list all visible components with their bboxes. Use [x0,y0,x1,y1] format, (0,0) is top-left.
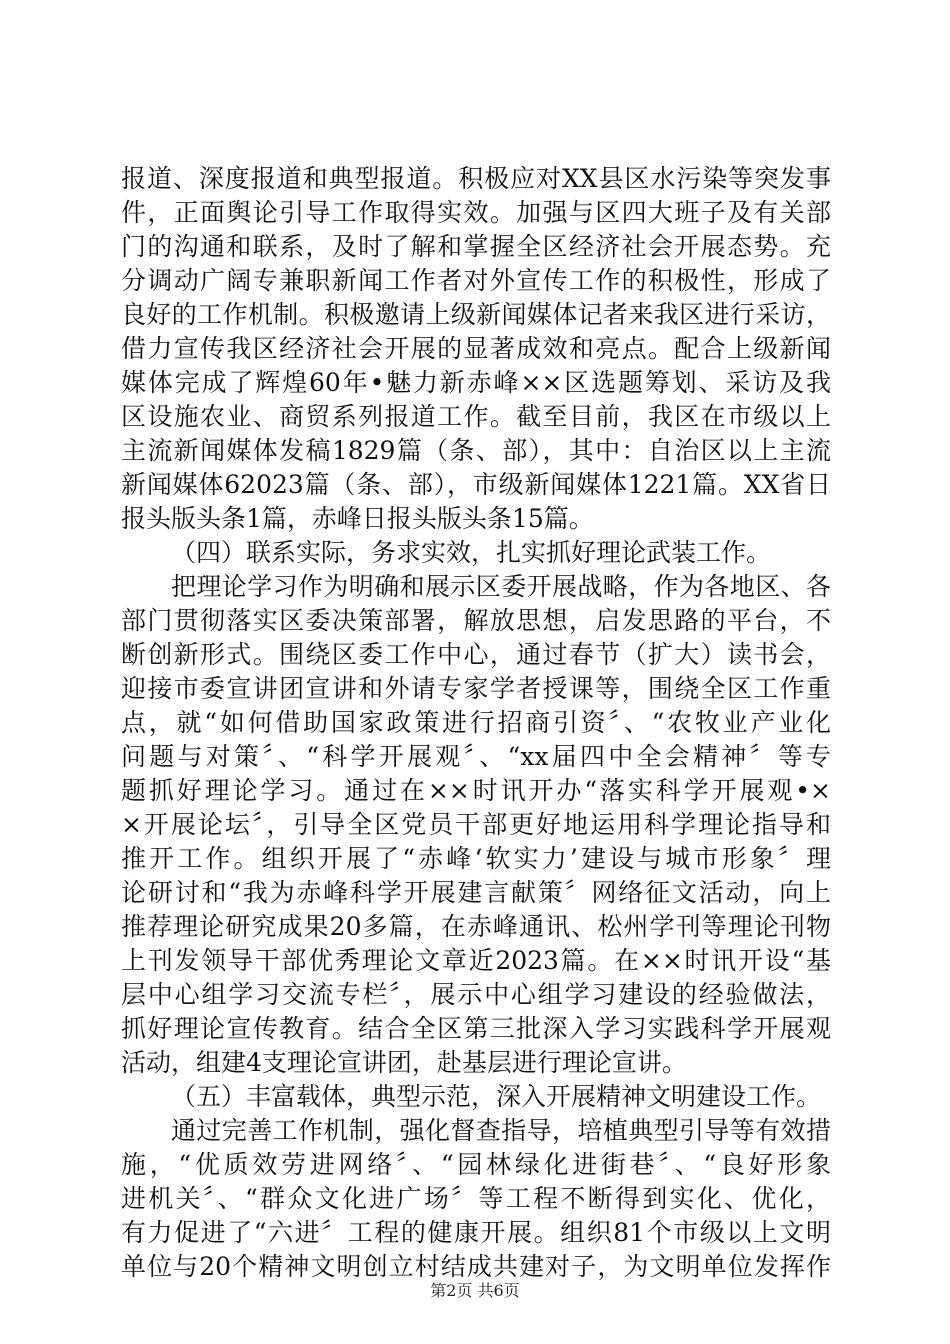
text-line: 抓好理论宣传教育。结合全区第三批深入学习实践科学开展观 [121,1014,831,1043]
text-line: 借力宣传我区经济社会开展的显著成效和亮点。配合上级新闻 [121,334,831,363]
text-line: 分调动广阔专兼职新闻工作者对外宣传工作的积极性，形成了 [121,266,831,295]
text-line: 层中心组学习交流专栏〞，展示中心组学习建设的经验做法， [121,980,831,1009]
text-line: 区设施农业、商贸系列报道工作。截至目前，我区在市级以上 [121,402,831,431]
text-line: 进机关〞、“群众文化进广场〞等工程不断得到实化、优化， [121,1184,831,1213]
text-line: 主流新闻媒体发稿1829篇（条、部），其中：自治区以上主流 [121,436,831,465]
text-line: 施，“优质效劳进网络〞、“园林绿化进街巷〞、“良好形象 [121,1150,831,1179]
text-line: 推开工作。组织开展了“赤峰‘软实力’建设与城市形象〞理 [121,844,831,873]
text-line: 活动，组建4支理论宣讲团，赴基层进行理论宣讲。 [121,1048,687,1077]
text-line: 推荐理论研究成果20多篇，在赤峰通讯、松州学刊等理论刊物 [121,912,831,941]
text-line: 单位与20个精神文明创立村结成共建对子，为文明单位发挥作 [121,1252,831,1281]
text-line: （五）丰富载体，典型示范，深入开展精神文明建设工作。 [171,1082,822,1111]
text-line: 新闻媒体62023篇（条、部），市级新闻媒体1221篇。XX省日 [121,470,831,499]
text-line: 迎接市委宣讲团宣讲和外请专家学者授课等，围绕全区工作重 [121,674,831,703]
text-line: 媒体完成了辉煌60年•魅力新赤峰××区选题筹划、采访及我 [121,368,831,397]
text-line: 把理论学习作为明确和展示区委开展战略，作为各地区、各 [171,572,831,601]
text-line: 件，正面舆论引导工作取得实效。加强与区四大班子及有关部 [121,198,831,227]
text-line: 部门贯彻落实区委决策部署，解放思想，启发思路的平台，不 [121,606,831,635]
text-line: 断创新形式。围绕区委工作中心，通过春节（扩大）读书会， [121,640,831,669]
document-body [121,162,831,1284]
text-line: 点，就“如何借助国家政策进行招商引资〞、“农牧业产业化 [121,708,831,737]
text-line: 通过完善工作机制，强化督查指导，培植典型引导等有效措 [171,1116,831,1145]
text-line: （四）联系实际，务求实效，扎实抓好理论武装工作。 [171,538,772,567]
text-line: 门的沟通和联系，及时了解和掌握全区经济社会开展态势。充 [121,232,831,261]
text-line: 论研讨和“我为赤峰科学开展建言献策〞网络征文活动，向上 [121,878,831,907]
text-line: 问题与对策〞、“科学开展观〞、“xx届四中全会精神〞等专 [121,742,831,771]
text-line: 上刊发领导干部优秀理论文章近2023篇。在××时讯开设“基 [121,946,831,975]
text-line: 报头版头条1篇，赤峰日报头版头条15篇。 [121,504,594,533]
text-line: 有力促进了“六进〞工程的健康开展。组织81个市级以上文明 [121,1218,831,1247]
text-line: ×开展论坛〞，引导全区党员干部更好地运用科学理论指导和 [121,810,831,839]
text-line: 题抓好理论学习。通过在××时讯开办“落实科学开展观•× [121,776,831,805]
text-line: 报道、深度报道和典型报道。积极应对XX县区水污染等突发事 [121,164,831,193]
text-line: 良好的工作机制。积极邀请上级新闻媒体记者来我区进行采访， [121,300,831,329]
page-footer: 第2页 共6页 [430,1281,520,1300]
